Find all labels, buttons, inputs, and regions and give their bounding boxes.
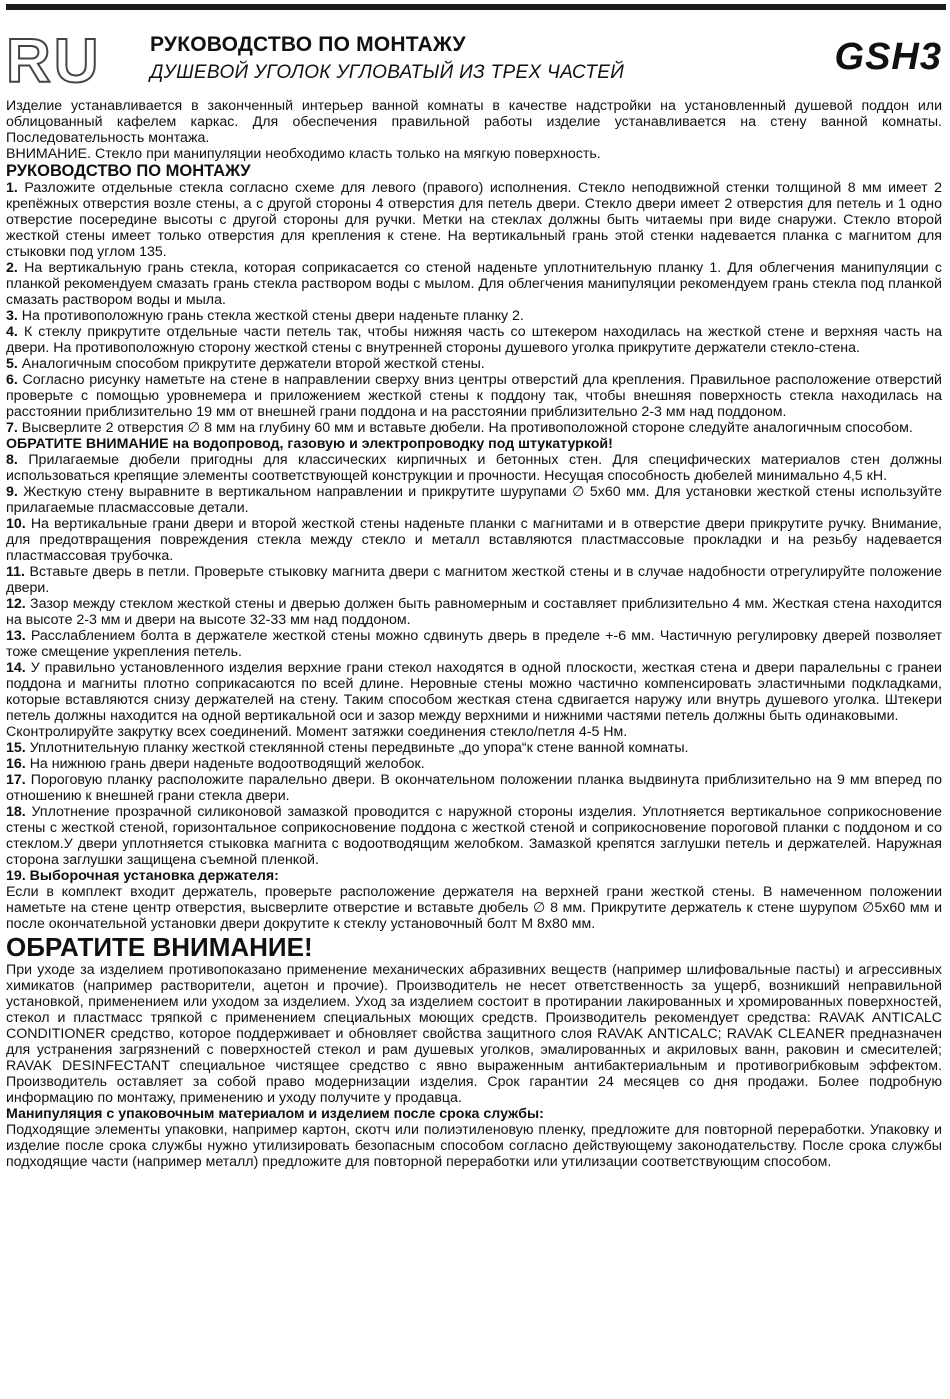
step-number: 2. [6,260,18,276]
step-item [6,372,942,420]
disposal-text: Подходящие элементы упаковки, например картон, скотч или полиэтиленовую пленку, предложите для повторной переработки. Упаковку и изделие после срока службы нужно утилизировать безопасным способом согласно действующему законодательству. После срока службы подходящие части (например металл) предложите для повторной переработки или утилизации соответствующим способом. [6,1122,942,1170]
step-text: На противоположную грань стекла жесткой стены двери наденьте планку 2. [21,308,524,324]
step-number: 14. [6,660,26,676]
step-number: 6. [6,372,18,388]
step-item [6,452,942,484]
step-number: 17. [6,772,26,788]
document-body [6,98,942,1170]
step-item [6,740,942,756]
step-number: 5. [6,356,18,372]
step-item [6,660,942,724]
language-badge [4,30,104,86]
step-text: Прилагаемые дюбели пригодны для классических кирпичных и бетонных стен. Для специфических материалов стен должны использоваться крепящие элементы соответствующей конструкции и прочности. Несущая способность дюбелей минимально 4,5 кН. [6,452,942,484]
step-19-title: 19. Выборочная установка держателя: [6,868,279,884]
step-text: Сконтролируйте закрутку всех соединений. Момент затяжки соединения стекло/петля 4-5 Нм. [6,724,628,740]
language-code: RU [6,30,102,86]
step-text: Высверлите 2 отверстия ∅ 8 мм на глубину 60 мм и вставьте дюбели. На противоположной стороне следуйте аналогичным способом. [21,420,913,436]
step-number: 11. [6,564,25,580]
step-item [6,180,942,260]
step-text: Расслаблением болта в держателе жесткой стены можно сдвинуть дверь в пределе +-6 мм. Частичную регулировку дверей позволяет тоже смещение укрепления петель. [6,628,942,660]
step-item [6,804,942,868]
intro-warning: ВНИМАНИЕ. Стекло при манипуляции необходимо класть только на мягкую поверхность. [6,146,601,162]
step-number: 16. [6,756,26,772]
notice-title: ОБРАТИТЕ ВНИМАНИЕ! [6,932,313,962]
step-item [6,596,942,628]
steps-list-a [6,180,942,436]
step-item [6,516,942,564]
doc-subtitle: ДУШЕВОЙ УГОЛОК УГЛОВАТЫЙ ИЗ ТРЕХ ЧАСТЕЙ [150,62,625,83]
step-item [6,772,942,804]
step-19-text: Если в комплект входит держатель, проверьте расположение держателя на верхней грани жесткой стены. В намеченном положении наметьте на стене центр отверстия, высверлите отверстие и вставьте дюбель ∅ 8 мм. Прикрутите держатель к стене шурупом ∅5х60 мм и после окончательной установки двери докрутите к стеклу установочный болт М 8х80 мм. [6,884,942,932]
disposal-title: Манипуляция с упаковочным материалом и изделием после срока службы: [6,1106,544,1122]
intro-paragraph: Изделие устанавливается в законченный интерьер ванной комнаты в качестве надстройки на установленный душевой поддон или облицованный кафелем каркас. Для обеспечения правильной работы изделие устанавливается на стену ванной комнаты. Последовательность монтажа. [6,98,942,146]
step-number: 1. [6,180,18,196]
top-rule [6,4,946,10]
step-text: Разложите отдельные стекла согласно схеме для левого (правого) исполнения. Стекло неподвижной стенки толщиной 8 мм имеет 2 крепёжных отверстия возле стены, а с другой стороны 4 отверстия для петель двери. Стекло двери имеет 2 отверстия для петель и 1 одно отверстие посередине высоты с другой стороны для ручки. Метки на стеклах должны быть читаемы при виде снаружи. Стекло второй жесткой стены имеет только отверстия для крепления к стене. На вертикальный грань этой стенки надевается планка с магнитом для стыковки под углом 135. [6,180,942,260]
step-number: 8. [6,452,18,468]
step-text: Согласно рисунку наметьте на стене в направлении сверху вниз центры отверстий дла крепления. Правильное расположение отверстий проверьте с помощью уровнемера и приложением жесткой стены к поддону так, чтобы внешняя поверхность стекла находилась на расстоянии приблизительно 19 мм от внешней грани поддона и на расстоянии приблизительно 2-3 мм над поддоном. [6,372,942,420]
step-text: Жесткую стену выравните в вертикальном направлении и прикрутите шурупами ∅ 5х60 мм. Для установки жесткой стены используйте прилагаемые пласмассовые детали. [6,484,942,516]
doc-title: РУКОВОДСТВО ПО МОНТАЖУ [150,33,466,56]
step-text: Аналогичным способом прикрутите держатели второй жесткой стены. [21,356,485,372]
step-item [6,484,942,516]
step-text: Пороговую планку расположите паралельно двери. В окончательном положении планка выдвинута приблизительно на 9 мм вперед по отношению к внешней грани стекла двери. [6,772,942,804]
section-title: РУКОВОДСТВО ПО МОНТАЖУ [6,162,251,180]
step-item [6,564,942,596]
step-text: На вертикальные грани двери и второй жесткой стены наденьте планки с магнитами и в отверстие двери прикрутите ручку. Внимание, для предотвращения повреждения стекла между стекло и металл вставляются пластмассовые прокладки и на резьбу надевается пластмассовая трубочка. [6,516,942,564]
steps-list-b [6,452,942,868]
step-text: У правильно установленного изделия верхние грани стекол находятся в одной плоскости, жесткая стена и двери паралельны с гранеи поддона и магниты плотно соприкасаются по всей длине. Неровные стены можно частично компенсировать эластичными подкладками, которые вставляются снизу держателей на стену. Таким способом жесткая стена сдвигается наружу или внутрь душевого уголка. Штекери петель должны находится на одной вертикальной оси и зазор между верхними и нижними частями петель должны быть одинаковыми. [6,660,942,724]
step-number: 10. [6,516,26,532]
step-text: На вертикальную грань стекла, которая соприкасается со стеной наденьте уплотнительную планку 1. Для облегчения манипуляции с планкой рекомендуем смазать грань стекла раствором воды с мылом. Для облегчения манипуляции рекомендуем грань стекла под планкой смазать раствором воды и мыла. [6,260,942,308]
step-text: Вставьте дверь в петли. Проверьте стыковку магнита двери с магнитом жесткой стены и в случае надобности отрегулируйте положение двери. [6,564,942,596]
model-code: GSH3 [834,36,942,78]
notice-text: При уходе за изделием противопоказано применение механических абразивних веществ (например шлифовальные пасты) и агрессивных химикатов (например растворители, ацетон и прочие). Производитель не несет ответственность за ущерб, возникший неправильной установкой, применением или уходом за изделием. Уход за изделием состоит в протирании лакированных и хромированных поверхностей, стекол и пластмасс тряпкой с применением специальных моющих средств. Производитель рекомендует средства: RAVAK ANTICALC CONDITIONER средство, которое поддерживает и обновляет свойства защитного слоя RAVAK ANTICALC; RAVAK CLEANER предназначен для устранения загрязнений с поверхностей стекол и рам душевых уголков, эмалированных и акриловых ванн, раковин и смесителей; RAVAK DESINFECTANT специальное чистящее средство с явно выраженным антибактериальным и противогрибковым эффектом. Производитель оставляет за собой право модернизации изделия. Срок гарантии 24 месяцев со дня продажи. Более подробную информацию по монтажу, применению и уходу получите у продавца. [6,962,942,1106]
step-number: 3. [6,308,18,324]
step-text: На нижнюю грань двери наденьте водоотводящий желобок. [29,756,425,772]
step-number: 18. [6,804,26,820]
step-item [6,628,942,660]
step-text: Уплотнение прозрачной силиконовой замазкой проводится с наружной стороны изделия. Уплотняется вертикальное соприкосновение стены с жесткой стеной, горизонтальное соприкосновение поддона с жесткой стеной и соприкосновение пороговой планки с поддоном и со стеклом.У двери уплотняется стыковка магнита с водоотводящим желобком. Замазкой крепятся заглушки петель и держателей. Наружная сторона заглушки защищена съемной пленкой. [6,804,942,868]
step-number: 12. [6,596,26,612]
step-item [6,420,942,436]
step-item [6,756,942,772]
step-item [6,356,942,372]
step-item [6,724,942,740]
step-item [6,324,942,356]
step-item [6,308,942,324]
step-text: Уплотнительную планку жесткой стеклянной стены передвиньте „до упора“к стене ванной комнаты. [29,740,689,756]
utilities-warning: ОБРАТИТЕ ВНИМАНИЕ на водопровод, газовую и электропроводку под штукатуркой! [6,436,613,452]
step-number: 15. [6,740,26,756]
step-item [6,260,942,308]
step-number: 13. [6,628,26,644]
step-text: Зазор между стеклом жесткой стены и дверью должен быть равномерным и составляет приблизительно 4 мм. Жесткая стена находится на высоте 2-3 мм и двери на высоте 32-33 мм над поддоном. [6,596,942,628]
step-number: 9. [6,484,18,500]
step-number: 7. [6,420,18,436]
step-text: К стеклу прикрутите отдельные части петель так, чтобы нижняя часть со штекером находилась на жесткой стене и верхняя часть на двери. На противоположную сторону жесткой стены с внутренней стороны душевого уголка прикрутите держатели стекло-стена. [6,324,942,356]
step-number: 4. [6,324,18,340]
